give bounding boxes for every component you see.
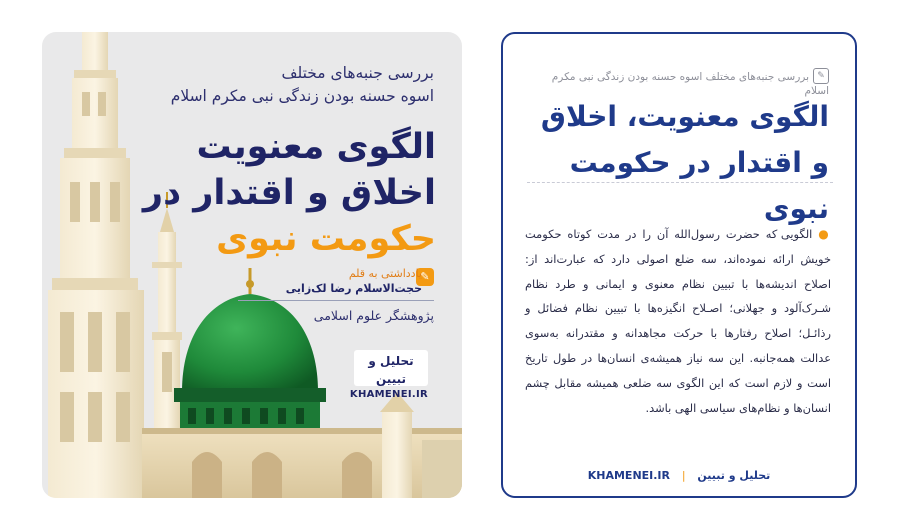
card-title: الگوی معنویت، اخلاق و اقتدار در حکومت نبوی <box>540 100 829 225</box>
author-prefix: یادداشتی به قلم <box>348 267 422 280</box>
bullet-icon: ● <box>818 227 831 241</box>
poster-title-line2: اخلاق و اقتدار در <box>142 173 436 213</box>
footer-fa: تحلیل و تبیین <box>697 469 771 482</box>
card-divider <box>527 182 833 183</box>
poster-subtitle-line2: اسوه حسنه بودن زندگی نبی مکرم اسلام <box>170 87 434 105</box>
poster-author <box>192 266 422 296</box>
logo-en-text: KHAMENEI.IR <box>349 389 428 400</box>
footer-separator: | <box>681 469 686 482</box>
poster-subtitle <box>134 62 434 108</box>
poster-subtitle-line1: بررسی جنبه‌های مختلف <box>281 64 434 82</box>
card-body-text: الگویی که حضرت رسول‌الله آن را در مدت کوتاه حکومت خویش ارائه نموده‌اند، سه ضلع اصولی دارد که عبارت‌اند از: اصلاح اندیشه‌ها با تبیین نظام معنوی و ایمانی و طرد نظام شـرک‌آلود و جهلانی؛ اصـلاح انگیزه‌ها با تبیین نظام فضائل و رذائـل؛ اصلاح رفتارها با حرکت مجاهدانه و مقتدرانه به‌سوی عدالت همه‌جانبه. این سه نیاز همیشه‌ی انسان‌ها در طول تاریخ است و لازم است که این الگوی سه ضلعی همیشه مقابل چشم انسان‌ها و نظام‌های سیاسی الهی باشد. <box>525 227 831 415</box>
pen-outline-icon: ✎ <box>813 68 829 84</box>
article-card <box>501 32 857 498</box>
card-header-text: بررسی جنبه‌های مختلف اسوه حسنه بودن زندگی نبی مکرم اسلام <box>551 71 829 97</box>
card-footer <box>503 469 855 482</box>
card-body <box>525 222 831 420</box>
pen-icon: ✎ <box>416 268 434 286</box>
poster-divider <box>238 300 434 301</box>
poster-title <box>106 124 436 262</box>
author-name: حجت‌الاسلام رضا لک‌زایی <box>285 282 422 295</box>
khamenei-logo <box>349 350 428 400</box>
poster-image <box>42 32 462 498</box>
minaret-left <box>48 32 144 498</box>
logo-fa-text: تحلیل و تبیین <box>368 354 414 386</box>
poster-title-line3: حکومت نبوی <box>216 219 436 259</box>
author-role: پژوهشگر علوم اسلامی <box>313 308 434 323</box>
footer-en: KHAMENEI.IR <box>587 469 670 482</box>
poster-title-line1: الگوی معنویت <box>196 127 436 167</box>
